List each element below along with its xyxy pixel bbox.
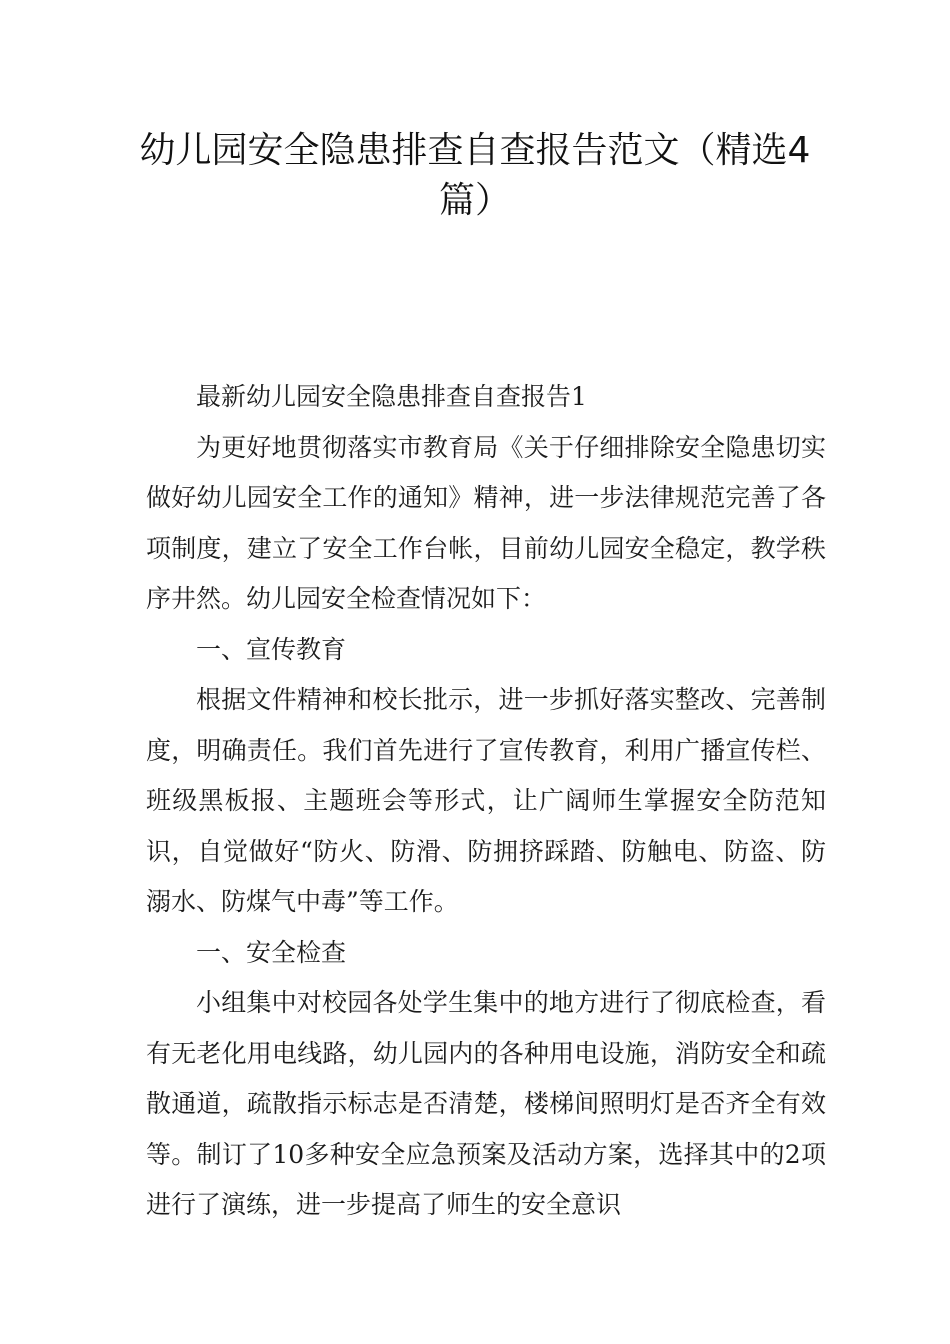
- paragraph-intro: 为更好地贯彻落实市教育局《关于仔细排除安全隐患切实做好幼儿园安全工作的通知》精神，进一步法律规范完善了各项制度，建立了安全工作台帐，目前幼儿园安全稳定，教学秩序井然。幼儿园安全检查情况如下：: [146, 432, 826, 613]
- section-heading-publicity: 一、宣传教育: [196, 634, 347, 664]
- report-heading: 最新幼儿园安全隐患排查自查报告1: [196, 382, 587, 411]
- document-body: [146, 372, 826, 1231]
- document-title: 幼儿园安全隐患排查自查报告范文（精选4篇）: [139, 130, 811, 221]
- section-heading-inspection: 一、安全检查: [196, 937, 347, 967]
- paragraph-inspection: 小组集中对校园各处学生集中的地方进行了彻底检查，看有无老化用电线路，幼儿园内的各种用电设施，消防安全和疏散通道，疏散指示标志是否清楚，楼梯间照明灯是否齐全有效等。制订了10多种安全应急预案及活动方案，选择其中的2项进行了演练，进一步提高了师生的安全意识: [146, 988, 826, 1219]
- paragraph-publicity: 根据文件精神和校长批示，进一步抓好落实整改、完善制度，明确责任。我们首先进行了宣传教育，利用广播宣传栏、班级黑板报、主题班会等形式，让广阔师生掌握安全防范知识，自觉做好“防火、防滑、防拥挤踩踏、防触电、防盗、防溺水、防煤气中毒”等工作。: [146, 685, 826, 916]
